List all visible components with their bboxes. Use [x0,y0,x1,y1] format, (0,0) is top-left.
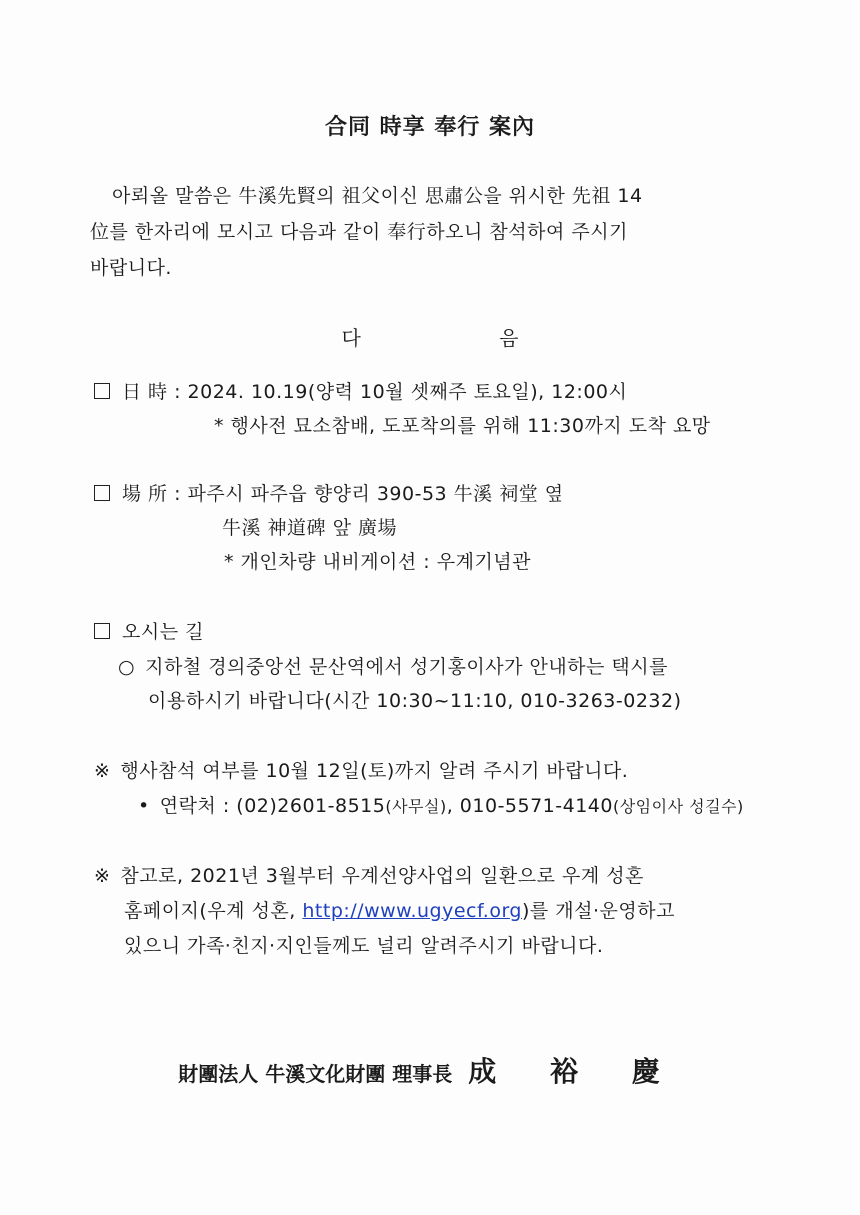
directions-line-2: 이용하시기 바랍니다(시간 10:30~11:10, 010-3263-0232) [148,690,682,712]
section-heading: 다 음 [341,326,585,350]
contact-phone-1: (02)2601-8515 [236,795,386,817]
date-label: 日 時 : [122,381,181,403]
contact-phone-1-note: (사무실) [385,797,447,816]
signature [0,1050,860,1090]
reference-mark-icon: ※ [94,865,111,887]
contact-phone-2: , 010-5571-4140 [446,795,613,817]
directions-row [94,612,204,652]
homepage-link[interactable]: http://www.ugyecf.org [302,900,522,922]
contact-phone-2-note: (상임이사 성길수) [612,797,744,816]
reference-line-2 [124,891,675,931]
signature-name: 成 裕 慶 [468,1055,682,1088]
place-line-1: 파주시 파주읍 향양리 390-53 牛溪 祠堂 옆 [187,483,564,505]
rsvp-text: 행사참석 여부를 10월 12일(토)까지 알려 주시기 바랍니다. [120,760,629,782]
circle-bullet-icon: ○ [118,656,136,678]
date-value: 2024. 10.19(양력 10월 셋째주 토요일), 12:00시 [187,381,628,403]
place-line-2: 牛溪 神道碑 앞 廣場 [222,517,397,539]
checkbox-icon [94,623,110,639]
checkbox-icon [94,485,110,501]
contact-row [138,786,744,827]
directions-text-1: 지하철 경의중앙선 문산역에서 성기홍이사가 안내하는 택시를 [145,656,668,678]
document-title: 合同 時享 奉行 案內 [325,114,535,140]
date-note: * 행사전 묘소참배, 도포착의를 위해 11:30까지 도착 요망 [214,415,711,437]
reference-line-3: 있으니 가족·친지·지인들께도 널리 알려주시기 바랍니다. [124,935,604,957]
reference-line-2-pre: 홈페이지(우계 성혼, [124,900,303,922]
intro-line-2: 位를 한자리에 모시고 다음과 같이 奉行하오니 참석하여 주시기 [90,221,628,243]
dot-bullet-icon: • [138,795,150,817]
place-label: 場 所 : [122,483,181,505]
contact-label: 연락처 : [159,795,230,817]
reference-line-1: 참고로, 2021년 3월부터 우계선양사업의 일환으로 우계 성혼 [120,865,644,887]
rsvp-row [94,751,628,791]
signature-org: 財團法人 牛溪文化財團 理事長 [178,1062,453,1086]
checkbox-icon [94,383,110,399]
reference-line-2-post: )를 개설·운영하고 [522,900,675,922]
reference-row [94,856,644,896]
reference-mark-icon: ※ [94,760,111,782]
place-note: * 개인차량 내비게이션 : 우계기념관 [224,551,532,573]
intro-line-3: 바랍니다. [90,257,172,279]
intro-line-1: 아뢰올 말씀은 牛溪先賢의 祖父이신 思肅公을 위시한 先祖 14 [112,185,643,207]
directions-label: 오시는 길 [122,621,204,643]
